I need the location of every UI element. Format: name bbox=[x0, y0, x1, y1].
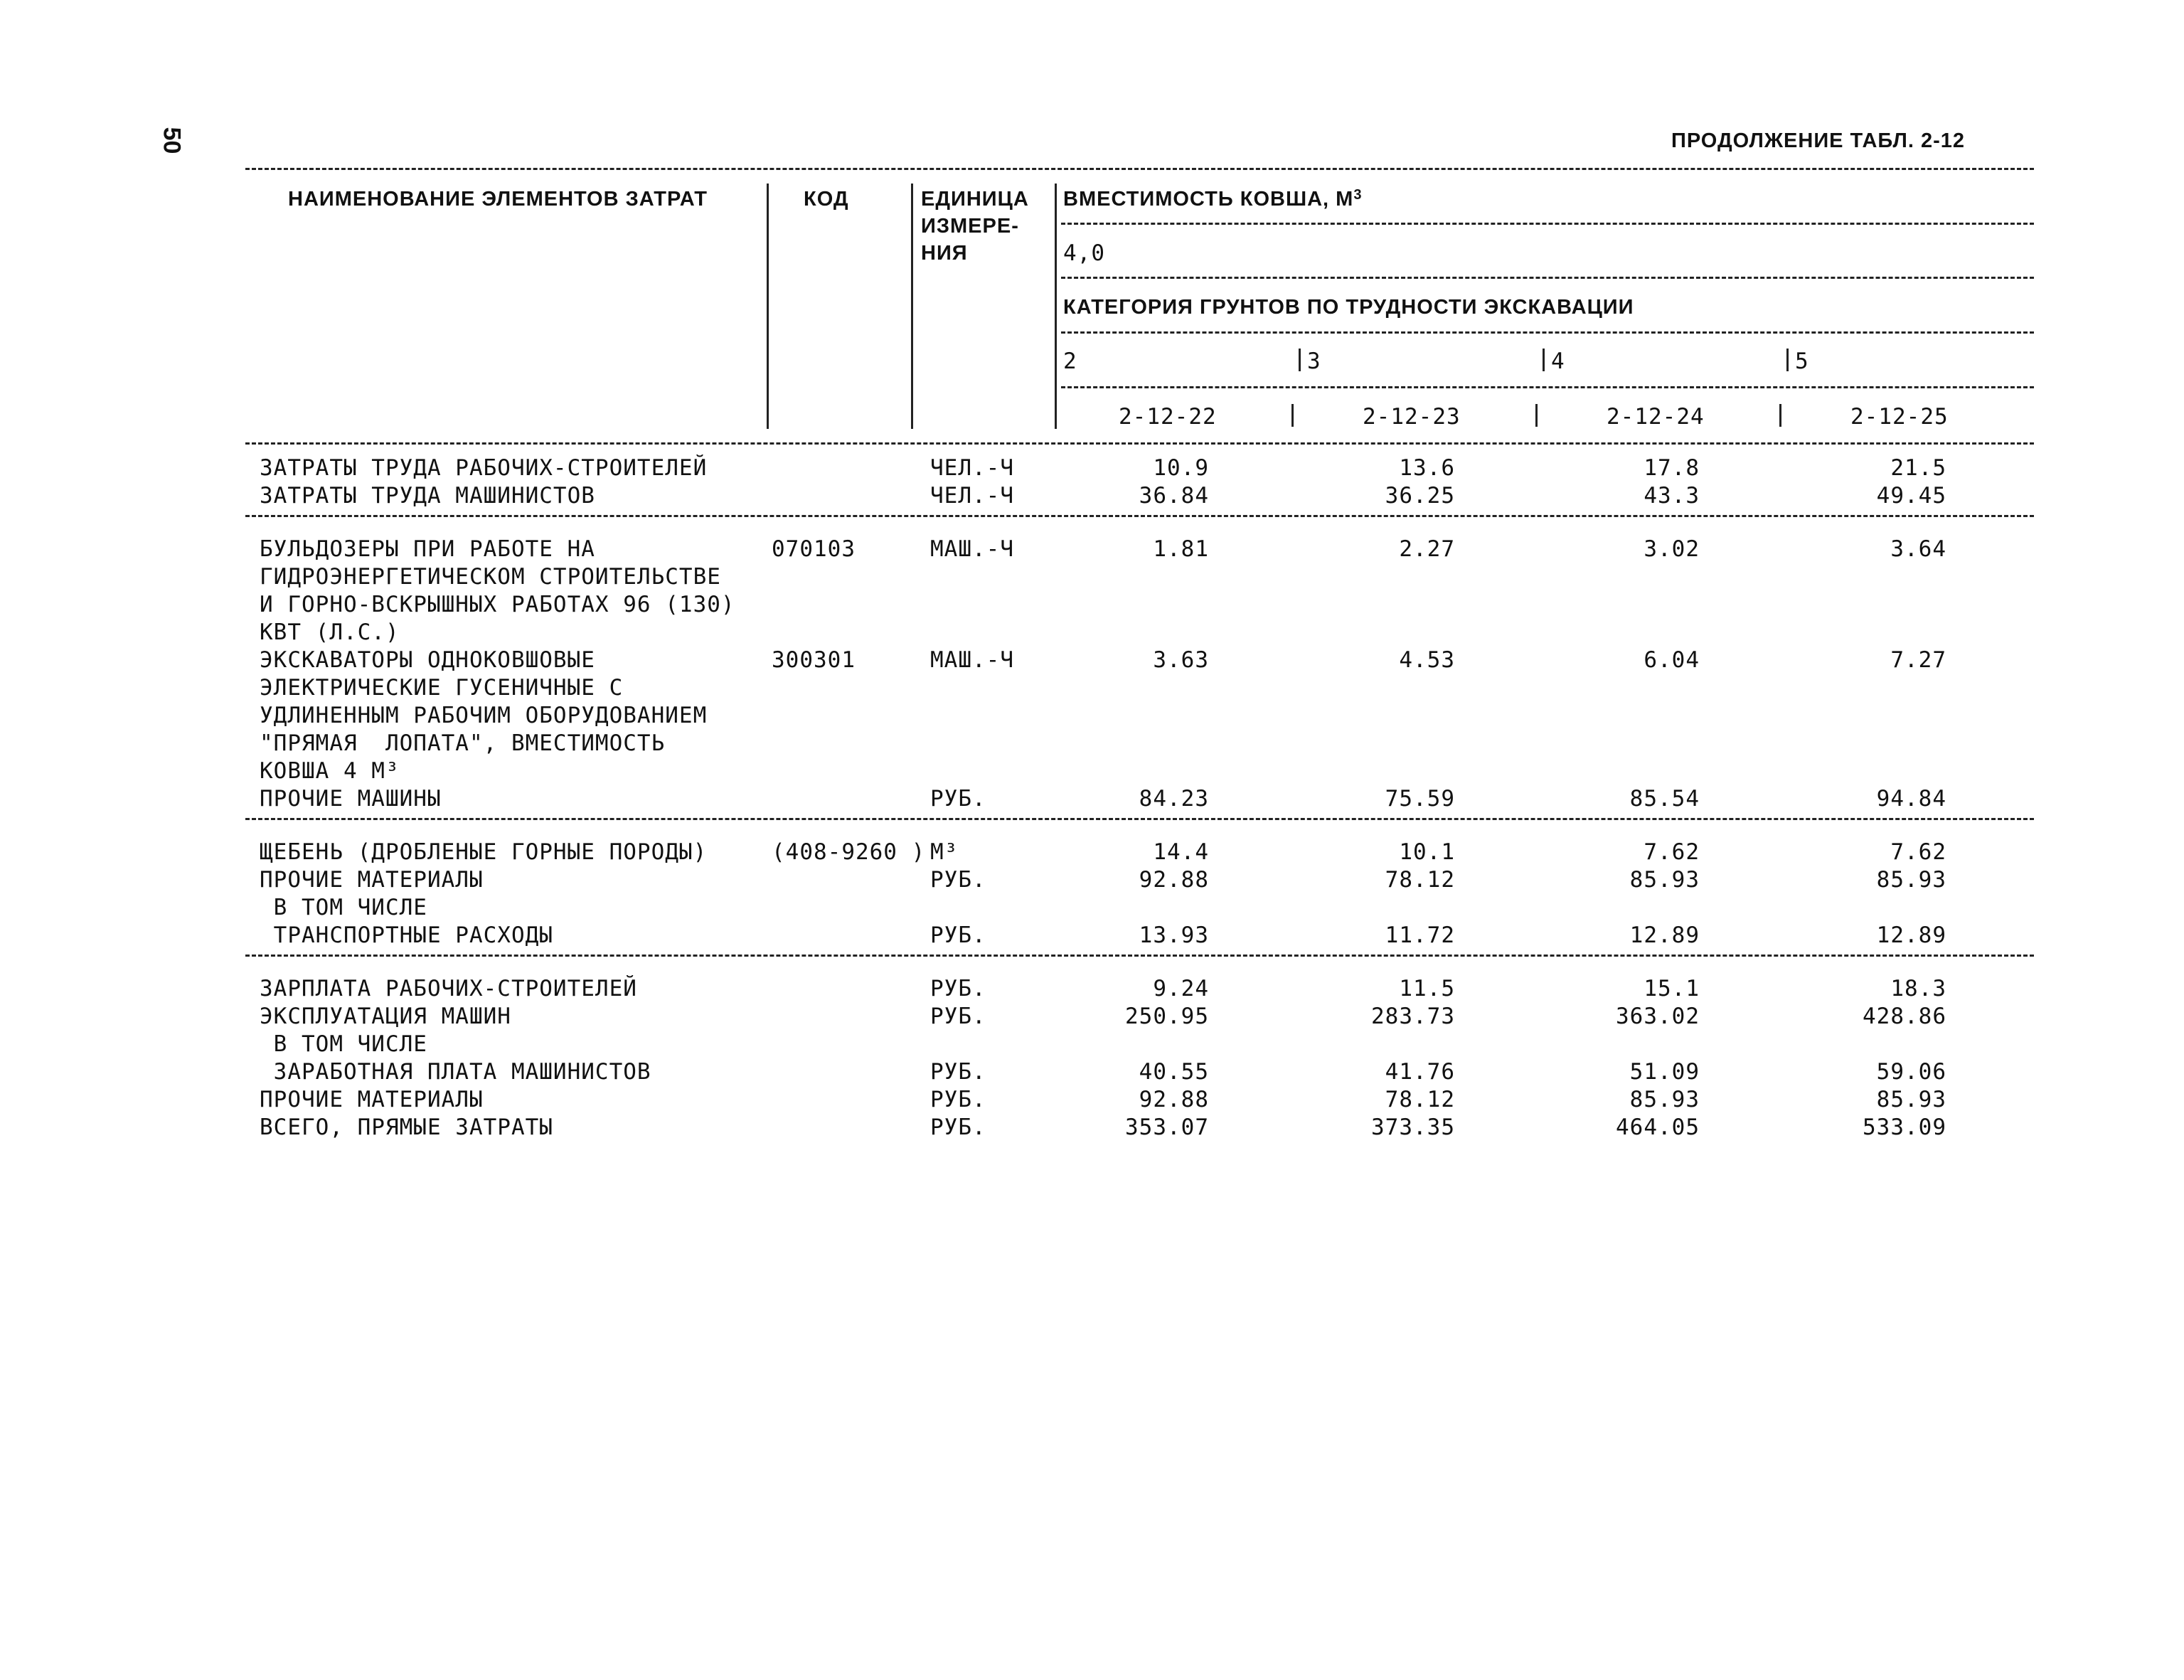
item-value: 85.93 bbox=[1629, 867, 1700, 893]
values-separator bbox=[1055, 184, 1057, 429]
item-name: БУЛЬДОЗЕРЫ ПРИ РАБОТЕ НА bbox=[260, 536, 595, 562]
header-unit-line-3: НИЯ bbox=[921, 242, 968, 265]
item-unit: М³ bbox=[930, 839, 959, 865]
item-value: 7.62 bbox=[1890, 839, 1946, 865]
item-unit: МАШ.-Ч bbox=[930, 647, 1014, 673]
code-separator bbox=[767, 184, 769, 429]
item-value: 6.04 bbox=[1644, 647, 1700, 673]
item-name: УДЛИНЕННЫМ РАБОЧИМ ОБОРУДОВАНИЕМ bbox=[260, 703, 708, 728]
item-value: 40.55 bbox=[1139, 1059, 1209, 1085]
item-value: 353.07 bbox=[1125, 1115, 1209, 1140]
category-divider bbox=[1543, 349, 1545, 371]
header-code: КОД bbox=[804, 188, 849, 211]
unit-separator bbox=[911, 184, 913, 429]
item-value: 85.93 bbox=[1876, 1087, 1946, 1112]
item-value: 7.62 bbox=[1644, 839, 1700, 865]
item-name: ЭКСКАВАТОРЫ ОДНОКОВШОВЫЕ bbox=[260, 647, 595, 673]
item-unit: РУБ. bbox=[930, 976, 986, 1001]
item-value: 13.6 bbox=[1399, 455, 1455, 481]
item-value: 10.9 bbox=[1153, 455, 1209, 481]
item-value: 14.4 bbox=[1153, 839, 1209, 865]
item-value: 250.95 bbox=[1125, 1004, 1209, 1029]
rate-code: 2-12-24 bbox=[1607, 404, 1705, 430]
header-rule-1 bbox=[1061, 223, 2034, 225]
item-unit: ЧЕЛ.-Ч bbox=[930, 455, 1014, 481]
item-value: 10.1 bbox=[1399, 839, 1455, 865]
header-unit-line-1: ЕДИНИЦА bbox=[921, 188, 1029, 211]
item-name: ПРОЧИЕ МАШИНЫ bbox=[260, 786, 442, 812]
header-rule-4 bbox=[1061, 386, 2034, 388]
item-name: ЗАРАБОТНАЯ ПЛАТА МАШИНИСТОВ bbox=[260, 1059, 651, 1085]
item-value: 41.76 bbox=[1385, 1059, 1455, 1085]
item-name: ТРАНСПОРТНЫЕ РАСХОДЫ bbox=[260, 923, 553, 948]
top-rule bbox=[245, 168, 2034, 170]
item-value: 43.3 bbox=[1644, 483, 1700, 509]
category-label: 4 bbox=[1551, 349, 1565, 374]
section-rule bbox=[245, 955, 2034, 957]
code-divider bbox=[1779, 404, 1781, 427]
item-value: 36.84 bbox=[1139, 483, 1209, 509]
item-unit: РУБ. bbox=[930, 786, 986, 812]
item-value: 85.93 bbox=[1629, 1087, 1700, 1112]
item-value: 11.72 bbox=[1385, 923, 1455, 948]
rate-code: 2-12-22 bbox=[1119, 404, 1217, 430]
table-caption: ПРОДОЛЖЕНИЕ ТАБЛ. 2-12 bbox=[1671, 129, 1966, 152]
item-value: 7.27 bbox=[1890, 647, 1946, 673]
item-name: И ГОРНО-ВСКРЫШНЫХ РАБОТАХ 96 (130) bbox=[260, 592, 735, 617]
category-divider bbox=[1299, 349, 1301, 371]
item-name: ЩЕБЕНЬ (ДРОБЛЕНЫЕ ГОРНЫЕ ПОРОДЫ) bbox=[260, 839, 708, 865]
item-unit: РУБ. bbox=[930, 1059, 986, 1085]
item-value: 4.53 bbox=[1399, 647, 1455, 673]
item-unit: МАШ.-Ч bbox=[930, 536, 1014, 562]
section-rule bbox=[245, 818, 2034, 820]
item-name: ЭКСПЛУАТАЦИЯ МАШИН bbox=[260, 1004, 511, 1029]
item-value: 94.84 bbox=[1876, 786, 1946, 812]
item-unit: РУБ. bbox=[930, 1004, 986, 1029]
header-bottom-rule bbox=[245, 442, 2034, 445]
item-name: ЗАРПЛАТА РАБОЧИХ-СТРОИТЕЛЕЙ bbox=[260, 976, 637, 1001]
section-rule bbox=[245, 515, 2034, 517]
header-unit-line-2: ИЗМЕРЕ- bbox=[921, 215, 1019, 238]
item-value: 283.73 bbox=[1371, 1004, 1455, 1029]
category-label: КАТЕГОРИЯ ГРУНТОВ ПО ТРУДНОСТИ ЭКСКАВАЦИИ bbox=[1063, 296, 1634, 319]
item-value: 9.24 bbox=[1153, 976, 1209, 1001]
page-number: 50 bbox=[158, 127, 186, 154]
item-name: "ПРЯМАЯ ЛОПАТА", ВМЕСТИМОСТЬ bbox=[260, 730, 666, 756]
item-value: 18.3 bbox=[1890, 976, 1946, 1001]
item-value: 21.5 bbox=[1890, 455, 1946, 481]
item-value: 428.86 bbox=[1863, 1004, 1946, 1029]
item-name: ЭЛЕКТРИЧЕСКИЕ ГУСЕНИЧНЫЕ С bbox=[260, 675, 624, 701]
item-name: ГИДРОЭНЕРГЕТИЧЕСКОМ СТРОИТЕЛЬСТВЕ bbox=[260, 564, 721, 590]
capacity-label: ВМЕСТИМОСТЬ КОВША, $М^3$ bbox=[1063, 187, 1363, 211]
item-name: КОВША 4 М³ bbox=[260, 758, 400, 784]
category-divider bbox=[1786, 349, 1789, 371]
item-value: 49.45 bbox=[1876, 483, 1946, 509]
category-label: 5 bbox=[1795, 349, 1809, 374]
item-name: ПРОЧИЕ МАТЕРИАЛЫ bbox=[260, 867, 484, 893]
rate-code: 2-12-23 bbox=[1363, 404, 1461, 430]
code-divider bbox=[1535, 404, 1538, 427]
item-value: 373.35 bbox=[1371, 1115, 1455, 1140]
item-code: 070103 bbox=[772, 536, 856, 562]
item-value: 12.89 bbox=[1876, 923, 1946, 948]
item-value: 17.8 bbox=[1644, 455, 1700, 481]
code-divider bbox=[1291, 404, 1294, 427]
item-value: 3.02 bbox=[1644, 536, 1700, 562]
item-value: 2.27 bbox=[1399, 536, 1455, 562]
item-name: КВТ (Л.С.) bbox=[260, 620, 400, 645]
header-rule-3 bbox=[1061, 331, 2034, 334]
item-name: ПРОЧИЕ МАТЕРИАЛЫ bbox=[260, 1087, 484, 1112]
item-value: 92.88 bbox=[1139, 1087, 1209, 1112]
item-name: ЗАТРАТЫ ТРУДА РАБОЧИХ-СТРОИТЕЛЕЙ bbox=[260, 455, 708, 481]
item-unit: ЧЕЛ.-Ч bbox=[930, 483, 1014, 509]
capacity-value: 4,0 bbox=[1063, 240, 1105, 266]
category-label: 2 bbox=[1063, 349, 1077, 374]
rate-code: 2-12-25 bbox=[1850, 404, 1949, 430]
item-unit: РУБ. bbox=[930, 867, 986, 893]
item-unit: РУБ. bbox=[930, 1087, 986, 1112]
item-value: 15.1 bbox=[1644, 976, 1700, 1001]
item-value: 75.59 bbox=[1385, 786, 1455, 812]
item-value: 78.12 bbox=[1385, 1087, 1455, 1112]
header-name: НАИМЕНОВАНИЕ ЭЛЕМЕНТОВ ЗАТРАТ bbox=[288, 188, 708, 211]
item-value: 85.93 bbox=[1876, 867, 1946, 893]
item-value: 464.05 bbox=[1616, 1115, 1700, 1140]
item-value: 92.88 bbox=[1139, 867, 1209, 893]
item-value: 36.25 bbox=[1385, 483, 1455, 509]
item-unit: РУБ. bbox=[930, 923, 986, 948]
item-value: 84.23 bbox=[1139, 786, 1209, 812]
item-name: ЗАТРАТЫ ТРУДА МАШИНИСТОВ bbox=[260, 483, 595, 509]
item-name: ВСЕГО, ПРЯМЫЕ ЗАТРАТЫ bbox=[260, 1115, 553, 1140]
item-value: 11.5 bbox=[1399, 976, 1455, 1001]
item-value: 59.06 bbox=[1876, 1059, 1946, 1085]
item-value: 78.12 bbox=[1385, 867, 1455, 893]
item-value: 3.63 bbox=[1153, 647, 1209, 673]
item-code: 300301 bbox=[772, 647, 856, 673]
item-name: В ТОМ ЧИСЛЕ bbox=[260, 895, 427, 920]
item-unit: РУБ. bbox=[930, 1115, 986, 1140]
item-code: (408-9260 ) bbox=[772, 839, 926, 865]
item-value: 51.09 bbox=[1629, 1059, 1700, 1085]
item-value: 13.93 bbox=[1139, 923, 1209, 948]
item-name: В ТОМ ЧИСЛЕ bbox=[260, 1031, 427, 1057]
category-label: 3 bbox=[1307, 349, 1321, 374]
header-rule-2 bbox=[1061, 277, 2034, 279]
item-value: 85.54 bbox=[1629, 786, 1700, 812]
item-value: 363.02 bbox=[1616, 1004, 1700, 1029]
item-value: 3.64 bbox=[1890, 536, 1946, 562]
item-value: 533.09 bbox=[1863, 1115, 1946, 1140]
item-value: 12.89 bbox=[1629, 923, 1700, 948]
item-value: 1.81 bbox=[1153, 536, 1209, 562]
